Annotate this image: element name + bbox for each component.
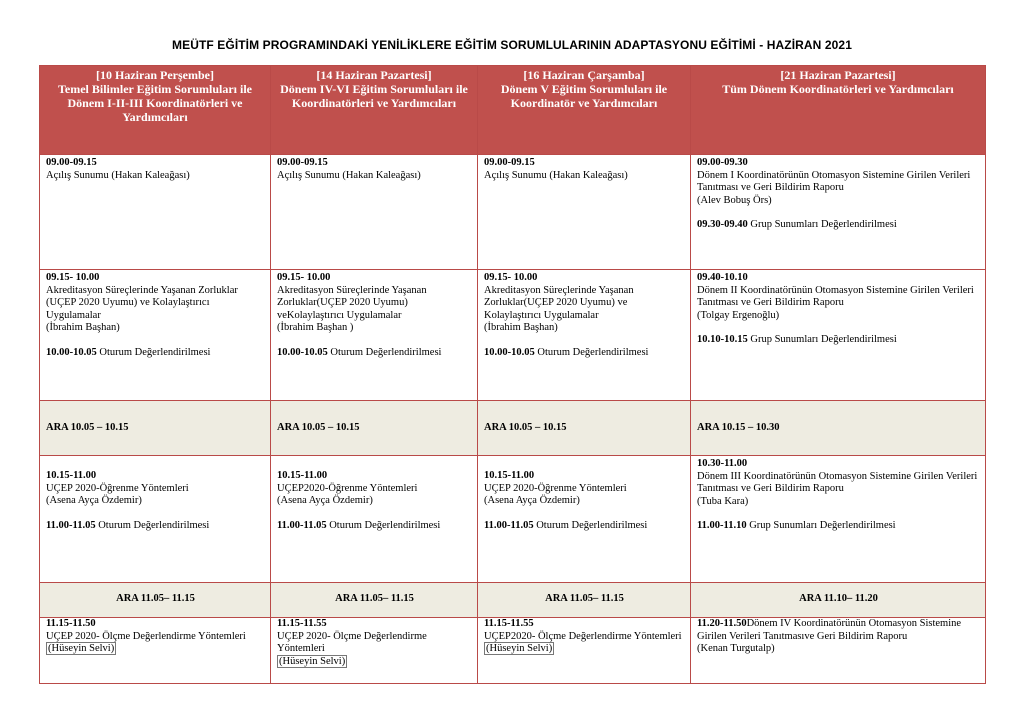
header-date: [10 Haziran Perşembe] (96, 68, 214, 82)
session-time: 09.40-10.10 (697, 272, 748, 283)
session-title: Oturum Değerlendirilmesi (98, 519, 210, 531)
session-speaker: (Asena Ayça Özdemir) (484, 495, 580, 506)
header-audience: Tüm Dönem Koordinatörleri ve Yardımcıları (722, 82, 954, 96)
schedule-table (39, 65, 986, 684)
session-cell (691, 155, 986, 270)
session-title: Akreditasyon Süreçlerinde Yaşanan Zorluklar(UÇEP 2020 Uyumu) ve Kolaylaştırıcı Uygulamalar (484, 284, 634, 321)
break-cell: ARA 10.05 – 10.15 (478, 401, 691, 456)
header-date: [16 Haziran Çarşamba] (523, 68, 645, 82)
session-row-2 (40, 270, 986, 401)
session-title: Akreditasyon Süreçlerinde Yaşanan Zorluklar(UÇEP 2020 Uyumu) veKolaylaştırıcı Uygulamalar (277, 284, 427, 321)
session-time: 11.00-11.05 (277, 519, 327, 531)
session-speaker: (İbrahim Başhan) (46, 322, 120, 333)
session-cell (691, 270, 986, 401)
session-row-1 (40, 155, 986, 270)
break-cell: ARA 11.05– 11.15 (478, 583, 691, 618)
session-title: Açılış Sunumu (Hakan Kaleağası) (484, 169, 628, 181)
session-time: 09.30-09.40 (697, 219, 748, 230)
session-row-4 (40, 618, 986, 684)
header-audience: Dönem IV-VI Eğitim Sorumluları ile Koordinatörleri ve Yardımcıları (280, 82, 468, 110)
session-title: UÇEP2020- Ölçme Değerlendirme Yöntemleri (484, 630, 682, 642)
session-time: 11.00-11.05 (46, 519, 96, 531)
break-cell: ARA 11.05– 11.15 (271, 583, 478, 618)
session-time: 11.15-11.50 (46, 618, 96, 629)
session-cell (271, 270, 478, 401)
session-speaker: (İbrahim Başhan) (484, 322, 558, 333)
session-time: 09.15- 10.00 (46, 272, 100, 283)
session-cell (271, 618, 478, 684)
session-cell (478, 155, 691, 270)
break-cell: ARA 11.05– 11.15 (40, 583, 271, 618)
session-title: Oturum Değerlendirilmesi (536, 519, 648, 531)
session-speaker: (Asena Ayça Özdemir) (46, 495, 142, 506)
session-time: 11.15-11.55 (277, 618, 327, 629)
session-cell (40, 270, 271, 401)
break-cell: ARA 11.10– 11.20 (691, 583, 986, 618)
session-title: Grup Sunumları Değerlendirilmesi (749, 520, 896, 531)
session-title: Oturum Değerlendirilmesi (330, 346, 442, 358)
session-time: 09.15- 10.00 (277, 272, 331, 283)
session-cell (478, 456, 691, 583)
session-time: 09.15- 10.00 (484, 272, 538, 283)
session-time: 09.00-09.15 (46, 157, 97, 168)
session-time: 11.15-11.55 (484, 618, 534, 629)
session-title: UÇEP 2020-Öğrenme Yöntemleri (484, 482, 627, 494)
break-row-1 (40, 401, 986, 456)
session-title: Grup Sunumları Değerlendirilmesi (750, 334, 897, 345)
break-cell: ARA 10.15 – 10.30 (691, 401, 986, 456)
session-speaker: (İbrahim Başhan ) (277, 322, 354, 333)
session-title: Oturum Değerlendirilmesi (537, 346, 649, 358)
session-speaker: (Asena Ayça Özdemir) (277, 495, 373, 506)
session-time: 10.10-10.15 (697, 334, 748, 345)
session-cell (40, 618, 271, 684)
header-date: [14 Haziran Pazartesi] (316, 68, 432, 82)
session-title: UÇEP 2020- Ölçme Değerlendirme Yöntemleri (277, 630, 427, 654)
header-audience: Temel Bilimler Eğitim Sorumluları ile Dönem I-II-III Koordinatörleri ve Yardımcıları (58, 82, 252, 124)
session-time: 09.00-09.15 (277, 157, 328, 168)
session-title: UÇEP 2020- Ölçme Değerlendirme Yöntemleri (46, 630, 246, 642)
session-title: Dönem II Koordinatörünün Otomasyon Sistemine Girilen Verileri Tanıtması ve Geri Bildirim Raporu (697, 284, 974, 308)
session-speaker: (Kenan Turgutalp) (697, 643, 775, 654)
session-time: 09.00-09.15 (484, 157, 535, 168)
break-row-2 (40, 583, 986, 618)
session-cell (478, 270, 691, 401)
session-speaker: (Tuba Kara) (697, 495, 749, 507)
session-row-3 (40, 456, 986, 583)
session-title: Grup Sunumları Değerlendirilmesi (750, 219, 897, 230)
session-time: 11.00-11.05 (484, 519, 534, 531)
session-title: Akreditasyon Süreçlerinde Yaşanan Zorluklar (UÇEP 2020 Uyumu) ve Kolaylaştırıcı Uygulamalar (46, 284, 238, 321)
session-time: 10.00-10.05 (484, 346, 535, 358)
session-time: 10.30-11.00 (697, 458, 748, 469)
session-title: Oturum Değerlendirilmesi (329, 519, 441, 531)
session-time: 10.00-10.05 (46, 346, 97, 358)
header-cell (478, 66, 691, 155)
header-cell (691, 66, 986, 155)
session-title: UÇEP2020-Öğrenme Yöntemleri (277, 482, 418, 494)
session-title: Dönem I Koordinatörünün Otomasyon Sistemine Girilen Verileri Tanıtması ve Geri Bildirim Raporu (697, 169, 971, 193)
session-cell (271, 155, 478, 270)
session-speaker: (Hüseyin Selvi) (48, 643, 115, 654)
session-speaker: (Hüseyin Selvi) (279, 655, 346, 667)
session-speaker: (Hüseyin Selvi) (486, 643, 553, 654)
session-title: Açılış Sunumu (Hakan Kaleağası) (277, 169, 421, 181)
session-speaker: (Alev Bobuş Örs) (697, 194, 772, 206)
session-title: Dönem III Koordinatörünün Otomasyon Sistemine Girilen Verileri Tanıtması ve Geri Bildirim Raporu (697, 470, 978, 494)
session-cell (691, 456, 986, 583)
session-cell (271, 456, 478, 583)
session-cell (40, 155, 271, 270)
session-speaker: (Tolgay Ergenoğlu) (697, 309, 780, 321)
session-cell (478, 618, 691, 684)
session-time: 11.00-11.10 (697, 520, 747, 531)
session-time: 10.15-11.00 (46, 470, 97, 481)
header-cell (40, 66, 271, 155)
break-cell: ARA 10.05 – 10.15 (271, 401, 478, 456)
session-time: 10.00-10.05 (277, 346, 328, 358)
header-row (40, 66, 986, 155)
session-title: Açılış Sunumu (Hakan Kaleağası) (46, 169, 190, 181)
document-title: MEÜTF EĞİTİM PROGRAMINDAKİ YENİLİKLERE EĞİTİM SORUMLULARININ ADAPTASYONU EĞİTİMİ - HAZİRAN 2021 (172, 38, 852, 52)
session-time: 09.00-09.30 (697, 157, 748, 168)
session-title: UÇEP 2020-Öğrenme Yöntemleri (46, 482, 189, 494)
session-title: Dönem IV Koordinatörünün Otomasyon Sistemine Girilen Verileri Tanıtmasıve Geri Bildirim Raporu (697, 618, 962, 642)
session-cell (691, 618, 986, 684)
break-cell: ARA 10.05 – 10.15 (40, 401, 271, 456)
session-title: Oturum Değerlendirilmesi (99, 346, 211, 358)
session-time: 11.20-11.50 (697, 618, 747, 629)
header-audience: Dönem V Eğitim Sorumluları ile Koordinatör ve Yardımcıları (500, 82, 668, 110)
session-cell (40, 456, 271, 583)
header-cell (271, 66, 478, 155)
header-date: [21 Haziran Pazartesi] (780, 68, 896, 82)
session-time: 10.15-11.00 (277, 470, 328, 481)
session-time: 10.15-11.00 (484, 470, 535, 481)
